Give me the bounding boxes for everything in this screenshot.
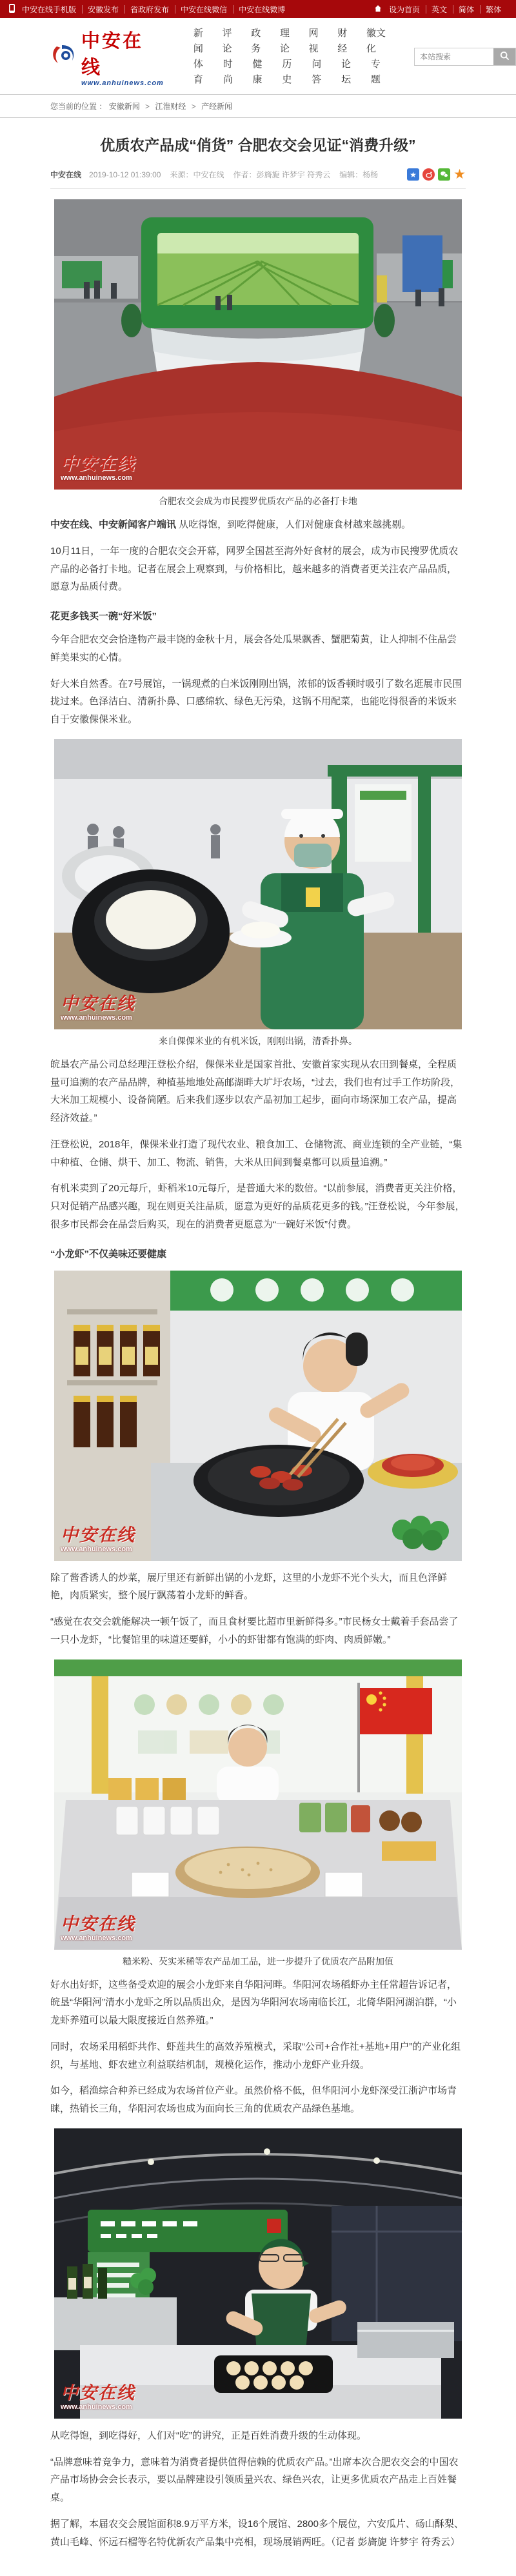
share-qzone-icon[interactable]: ★ [407,168,419,181]
nav-health[interactable]: 健康 [252,59,263,85]
topbar-link-simplified[interactable]: 简体 [453,4,480,15]
main-nav [194,26,388,88]
breadcrumb-bar [0,94,516,118]
photo-caption: 糙米粉、芡实米稀等农产品加工品，进一步提升了优质农产品附加值 [123,1956,393,1967]
breadcrumb-separator: > [191,102,196,111]
watermark: 中安在线 www.anhuinews.com [61,993,135,1022]
photo-products-table-image [50,1660,466,1950]
section-heading-rice: 花更多钱买一碗“好米饭” [50,611,157,622]
paragraph: “感觉在农交会就能解决一顿午饭了，而且食材要比超市里新鲜得多。”市民杨女士戴着手套品尝了一只小龙虾，“比餐馆里的味道还要鲜，小小的虾钳都有饱满的虾肉、肉质鲜嫩。” [50,1616,459,1645]
nav-hui-culture[interactable]: 徽文化 [366,28,386,54]
paragraph: 据了解，本届农交会展馆面积8.9万平方米，设16个展馆、2800多个展位，六安瓜片、砀山酥梨、黄山毛峰、怀远石榴等名特优新农产品集中亮相，现场展销两旺。（记者 彭旖旎 许梦宇 符秀云） [50,2518,464,2548]
site-search [414,48,516,66]
meta-author: 作者：彭旖旎 许梦宇 符秀云 [233,170,331,180]
paragraph: 皖垦农产品公司总经理汪登松介绍，倮倮米业是国家首批、安徽首家实现从农田到餐桌，全程质量可追溯的农产品品牌，种植基地地处高邮湖畔大圹圩农场，“过去，我们也有过手工作坊阶段，大米加工规模小、设备简陋。后来我们逐步以农产品初加工起步，面向市场深加工农产品，提高经济效益。” [50,1058,460,1124]
photo-expo-overview-image [50,199,466,490]
breadcrumb-separator: > [145,102,150,111]
topbar-link-english[interactable]: 英文 [426,4,453,15]
meta-datetime: 2019-10-12 01:39:00 [89,170,161,179]
topbar-link-set-home[interactable]: 设为首页 [388,5,420,14]
site-header [0,18,516,94]
share-weibo-icon[interactable] [422,168,435,181]
paragraph: 汪登松说，2018年，倮倮米业打造了现代农业、粮食加工、仓储物流、商业连锁的全产业链，“集中种植、仓储、烘干、加工、物流、销售，大米从田间到餐桌都可以质量追溯。” [50,1138,462,1168]
photo-expo-overview [50,199,466,490]
phone-icon [9,4,15,15]
breadcrumb-jianghuai-finance[interactable]: 江淮财经 [155,102,186,111]
photo-rice-booth-image [50,739,466,1029]
paragraph: 好大米自然香。在7号展馆，一锅现煮的白米饭刚刚出锅，浓郁的饭香顿时吸引了数名逛展市民围拢过来。色泽洁白、清新扑鼻、口感绵软、绿色无污染，这锅不用配菜，也能吃得很香的米饭来自于安徽倮倮米业。 [50,678,462,726]
site-logo-url: www.anhuinews.com [81,79,164,87]
nav-news[interactable]: 新闻 [193,28,203,54]
paragraph: 同时，农场采用稻虾共作、虾莲共生的高效养殖模式，采取“公司+合作社+基地+用户”的产业化组织，与基地、虾农建立利益联结机制，规模化运作，推动小龙虾产业升级。 [50,2041,461,2070]
watermark: 中安在线 www.anhuinews.com [61,1525,135,1553]
topbar-link-anhui-fabu[interactable]: 安徽发布 [82,4,124,15]
watermark: 中安在线 www.anhuinews.com [61,1914,135,1942]
meta-site: 中安在线 [50,170,82,180]
nav-video[interactable]: 网视 [308,28,319,54]
site-logo-text: 中安在线 [81,31,144,78]
nav-special[interactable]: 专 题 [370,59,381,85]
paragraph: 10月11日，一年一度的合肥农交会开幕，网罗全国甚至海外好食材的展会，成为市民搜罗优质农产品的必备打卡地。记者在展会上观察到，与价格相比，越来越多的消费者更关注农产品品质，愿意为品质付费。 [50,545,459,593]
photo-products-table [50,1660,466,1950]
favorite-star-icon[interactable]: ★ [453,167,466,183]
home-icon [374,5,382,14]
nav-qa[interactable]: 问答 [312,59,322,85]
nav-fashion[interactable]: 时尚 [223,59,233,85]
photo-caption: 合肥农交会成为市民搜罗优质农产品的必备打卡地 [159,496,357,507]
breadcrumb [50,95,466,117]
search-input[interactable] [415,48,493,65]
paragraph: 有机米卖到了20元每斤，虾稻米10元每斤，是普通大米的数倍。“以前参展，消费者更关注价格，只对促销产品感兴趣，现在则更关注品质，愿意为更好的品质花更多的钱。”汪登松说，今年参展，很多市民都会在品尝后购买，现在的消费者更愿意为“一碗好米饭”付费。 [50,1183,465,1230]
nav-gov[interactable]: 政务 [251,28,261,54]
topbar-link-gov-fabu[interactable]: 省政府发布 [124,4,175,15]
paragraph: 从吃得饱，到吃得好，人们对“吃”的讲究，正是百姓消费升级的生动体现。 [50,2430,366,2441]
photo-night-booth-image [50,2128,466,2419]
watermark: 中安在线 www.anhuinews.com [61,2383,135,2411]
watermark: 中安在线 www.anhuinews.com [61,454,135,482]
topbar-link-weibo[interactable]: 中安在线微博 [233,4,291,15]
topbar [0,0,516,18]
paragraph: 好水出好虾，这些备受欢迎的展会小龙虾来自华阳河畔。华阳河农场稻虾办主任常超告诉记者，皖垦“华阳河”清水小龙虾之所以品质出众，是因为华阳河农场南临长江，北倚华阳河湖泊群，“小龙虾养殖可以最大限度接近自然养殖。” [50,1979,457,2026]
article-body [50,199,466,2576]
nav-sports[interactable]: 体育 [193,59,203,85]
nav-history[interactable]: 历史 [282,59,292,85]
paragraph-lead: 中安在线、中安新闻客户端讯 从吃得饱，到吃得健康，人们对健康食材越来越挑剔。 [50,519,412,531]
search-icon [500,51,510,63]
share-wechat-icon[interactable] [438,168,450,181]
paragraph: 今年合肥农交会恰逢物产最丰饶的金秋十月，展会各处瓜果飘香、蟹肥菊黄，让人抑制不住品尝鲜美果实的心情。 [50,634,457,663]
meta-editor: 编辑：杨杨 [339,170,379,180]
share-bar [407,168,466,181]
paragraph: 除了酱香诱人的炒菜，展厅里还有新鲜出锅的小龙虾，这里的小龙虾不光个头大，而且色泽鲜艳，肉质紧实，整个展厅飘荡着小龙虾的鲜香。 [50,1572,448,1601]
photo-rice-booth [50,739,466,1029]
photo-crayfish-cooking [50,1271,466,1561]
topbar-link-mobile[interactable]: 中安在线手机版 [22,5,77,14]
nav-forum[interactable]: 论坛 [341,59,352,85]
section-heading-crayfish: “小龙虾”不仅美味还要健康 [50,1248,167,1260]
nav-theory[interactable]: 理论 [279,28,290,54]
photo-caption: 来自倮倮米业的有机米饭，刚刚出锅，清香扑鼻。 [159,1035,357,1046]
photo-night-booth [50,2128,466,2419]
paragraph: 如今，稻渔综合种养已经成为农场首位产业。虽然价格不低，但华阳河小龙虾深受江浙沪市场青睐，热销长三角，华阳河农场也成为面向长三角的优质农产品绿色基地。 [50,2085,457,2115]
page-title: 优质农产品成“俏货” 合肥农交会见证“消费升级” [100,137,416,154]
topbar-link-traditional[interactable]: 繁体 [480,4,507,15]
photo-crayfish-cooking-image [50,1271,466,1561]
site-logo[interactable] [50,26,164,87]
meta-source: 来源：中安在线 [170,170,224,180]
nav-finance[interactable]: 财经 [337,28,348,54]
article-meta [50,168,466,189]
site-logo-icon [50,43,77,72]
breadcrumb-anhui-news[interactable]: 安徽新闻 [108,102,140,111]
breadcrumb-industry-news[interactable]: 产经新闻 [201,102,233,111]
breadcrumb-label: 您当前的位置 ： [50,102,107,111]
nav-comment[interactable]: 评论 [222,28,232,54]
search-button[interactable] [493,48,515,65]
paragraph: “品牌意味着竞争力，意味着为消费者提供值得信赖的优质农产品。”出席本次合肥农交会的中国农产品市场协会会长表示，要以品牌建设引领质量兴农、绿色兴农，让更多优质农产品走上百姓餐桌。 [50,2456,459,2504]
topbar-link-wechat[interactable]: 中安在线微信 [175,4,233,15]
